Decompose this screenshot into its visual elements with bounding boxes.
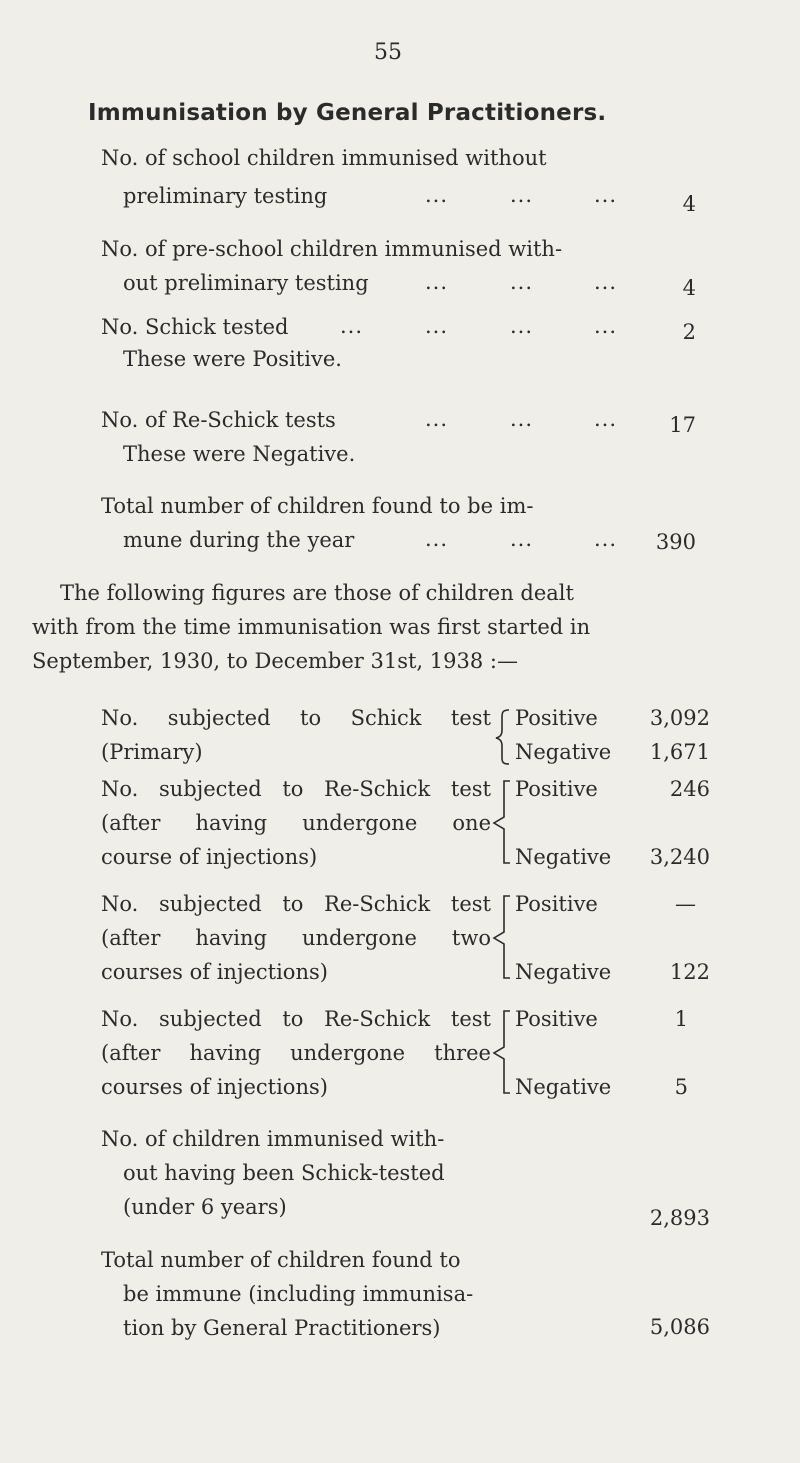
leader-dots: ... [510, 314, 534, 338]
group-reschick-two-line1: No. subjected to Re-Schick test [101, 892, 491, 916]
group-reschick-two-positive-value: — [675, 892, 696, 916]
group-reschick-three-line2: (after having undergone three [101, 1041, 491, 1065]
group-reschick-two-positive-label: Positive [515, 892, 598, 916]
item-reschick-value: 17 [669, 413, 696, 437]
leader-dots: ... [594, 270, 618, 294]
leader-dots: ... [594, 183, 618, 207]
page-number: 55 [374, 40, 402, 65]
item-schick-note: These were Positive. [123, 347, 342, 371]
leader-dots: ... [594, 527, 618, 551]
paragraph-line: The following figures are those of children dealt [60, 581, 574, 605]
brace-icon [493, 708, 513, 766]
group-schick-line1: No. subjected to Schick test [101, 706, 491, 730]
group-reschick-three-negative-label: Negative [515, 1075, 612, 1099]
group-reschick-three-negative-value: 5 [674, 1075, 688, 1099]
total-unschicked-line3: (under 6 years) [123, 1195, 287, 1219]
group-reschick-two-line3: courses of injections) [101, 960, 328, 984]
leader-dots: ... [425, 407, 449, 431]
paragraph-line: September, 1930, to December 31st, 1938 :— [32, 649, 518, 673]
item-school-line1: No. of school children immunised without [101, 146, 547, 170]
leader-dots: ... [594, 314, 618, 338]
group-reschick-three-positive-value: 1 [674, 1007, 688, 1031]
group-reschick-two-negative-value: 122 [669, 960, 710, 984]
leader-dots: ... [510, 183, 534, 207]
group-schick-line2: (Primary) [101, 740, 203, 764]
leader-dots: ... [510, 407, 534, 431]
total-immune-value: 5,086 [649, 1315, 710, 1339]
total-unschicked-line1: No. of children immunised with- [101, 1127, 445, 1151]
item-preschool-line2: out preliminary testing [123, 271, 369, 295]
item-school-value: 4 [682, 192, 696, 216]
item-reschick-note: These were Negative. [123, 442, 356, 466]
item-schick-value: 2 [682, 320, 696, 344]
brace-icon [489, 779, 513, 865]
brace-icon [489, 1009, 513, 1095]
group-reschick-two-line2: (after having undergone two [101, 926, 491, 950]
group-reschick-one-line1: No. subjected to Re-Schick test [101, 777, 491, 801]
leader-dots: ... [425, 314, 449, 338]
group-schick-positive-value: 3,092 [649, 706, 710, 730]
item-immune-value: 390 [655, 530, 696, 554]
group-schick-negative-value: 1,671 [649, 740, 710, 764]
group-reschick-one-positive-value: 246 [669, 777, 710, 801]
total-immune-line2: be immune (including immunisa- [123, 1282, 474, 1306]
group-schick-negative-label: Negative [515, 740, 612, 764]
group-reschick-two-negative-label: Negative [515, 960, 612, 984]
group-reschick-three-positive-label: Positive [515, 1007, 598, 1031]
group-reschick-one-negative-value: 3,240 [649, 845, 710, 869]
leader-dots: ... [594, 407, 618, 431]
group-reschick-one-line3: course of injections) [101, 845, 318, 869]
group-reschick-one-positive-label: Positive [515, 777, 598, 801]
item-preschool-line1: No. of pre-school children immunised with- [101, 237, 563, 261]
leader-dots: ... [510, 270, 534, 294]
item-immune-line2: mune during the year [123, 528, 355, 552]
leader-dots: ... [510, 527, 534, 551]
leader-dots: ... [425, 270, 449, 294]
total-immune-line1: Total number of children found to [101, 1248, 461, 1272]
group-reschick-one-line2: (after having undergone one [101, 811, 491, 835]
total-unschicked-value: 2,893 [649, 1206, 710, 1230]
item-preschool-value: 4 [682, 276, 696, 300]
leader-dots: ... [425, 527, 449, 551]
group-reschick-one-negative-label: Negative [515, 845, 612, 869]
item-reschick-line1: No. of Re-Schick tests [101, 408, 336, 432]
group-reschick-three-line3: courses of injections) [101, 1075, 328, 1099]
leader-dots: ... [340, 314, 364, 338]
item-school-line2: preliminary testing [123, 184, 328, 208]
item-immune-line1: Total number of children found to be im- [101, 494, 534, 518]
total-unschicked-line2: out having been Schick-tested [123, 1161, 445, 1185]
paragraph-line: with from the time immunisation was first started in [32, 615, 591, 639]
total-immune-line3: tion by General Practitioners) [123, 1316, 441, 1340]
item-schick-line1: No. Schick tested [101, 315, 289, 339]
group-reschick-three-line1: No. subjected to Re-Schick test [101, 1007, 491, 1031]
brace-icon [489, 894, 513, 980]
group-schick-positive-label: Positive [515, 706, 598, 730]
leader-dots: ... [425, 183, 449, 207]
page-heading: Immunisation by General Practitioners. [88, 100, 607, 126]
